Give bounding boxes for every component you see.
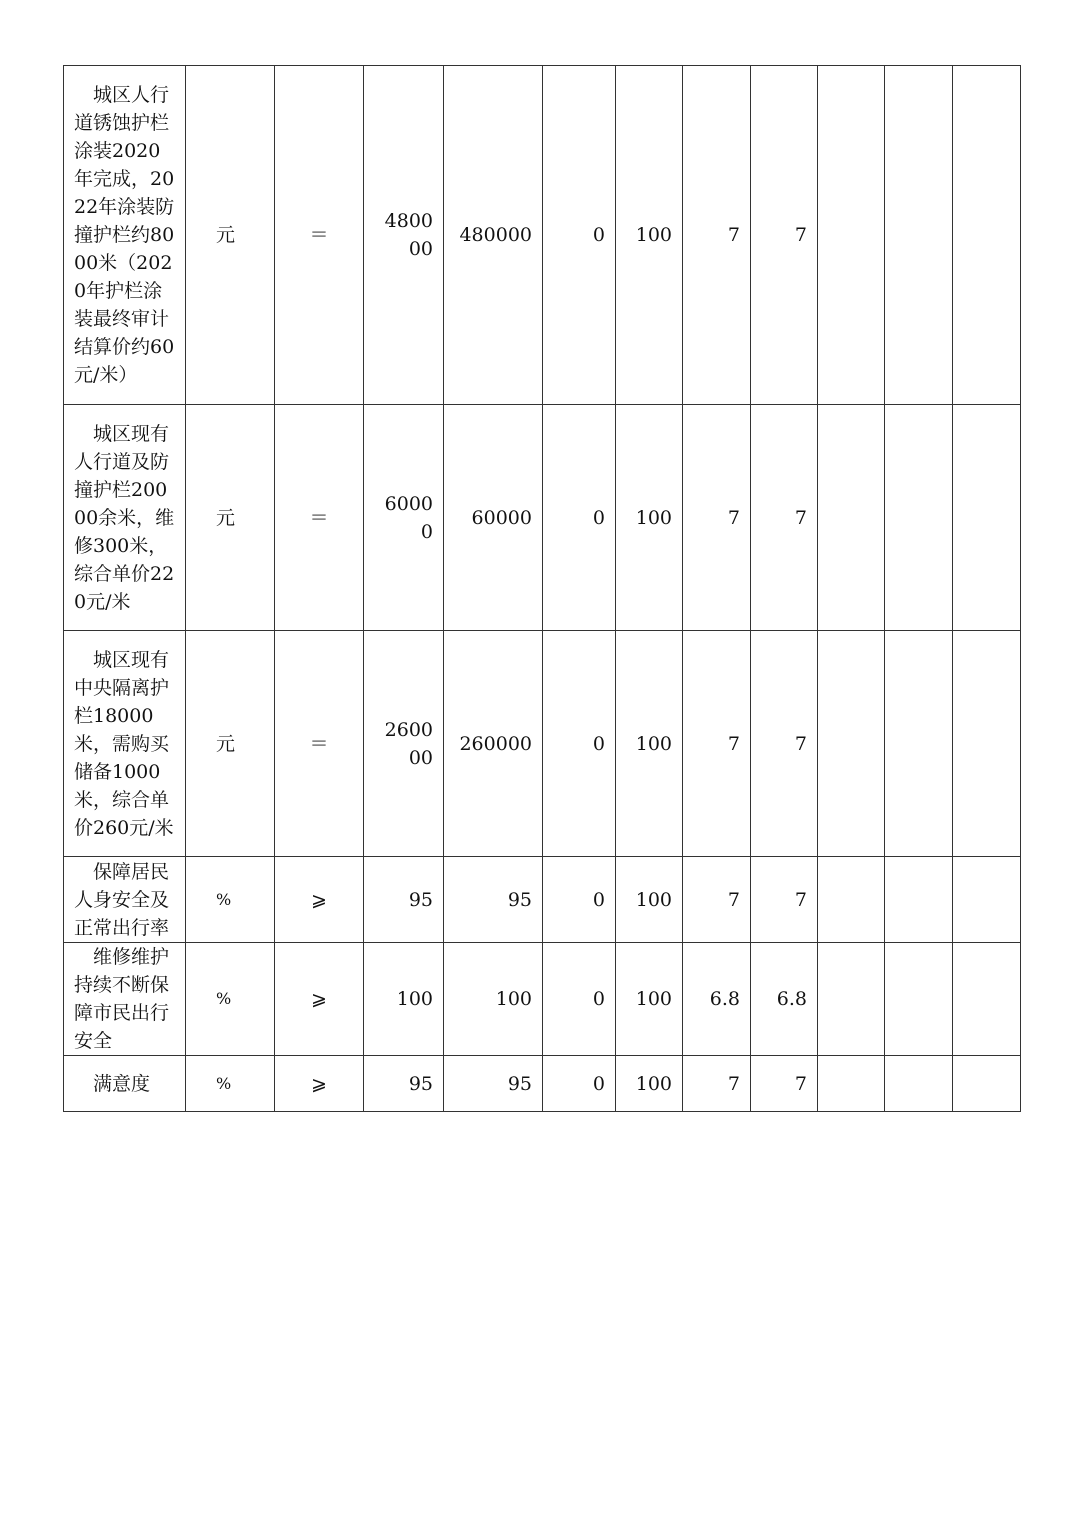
empty-cell bbox=[953, 943, 1021, 1056]
deviation-value: 0 bbox=[543, 66, 616, 405]
table-row bbox=[64, 1056, 1021, 1112]
empty-cell bbox=[885, 857, 953, 943]
completion-rate: 100 bbox=[616, 631, 683, 857]
target-value: 100 bbox=[364, 943, 444, 1056]
table-row bbox=[64, 66, 1021, 405]
weight-value: 7 bbox=[683, 857, 751, 943]
empty-cell bbox=[818, 943, 885, 1056]
empty-cell bbox=[953, 405, 1021, 631]
indicator-operator: ＝ bbox=[275, 66, 364, 405]
indicator-operator: ＝ bbox=[275, 631, 364, 857]
weight-value: 7 bbox=[683, 66, 751, 405]
indicator-description: 满意度 bbox=[64, 1056, 186, 1112]
indicator-description: 城区现有人行道及防撞护栏20000余米，维修300米，综合单价220元/米 bbox=[64, 405, 186, 631]
empty-cell bbox=[818, 1056, 885, 1112]
completion-rate: 100 bbox=[616, 405, 683, 631]
indicator-operator: ⩾ bbox=[275, 857, 364, 943]
actual-value: 480000 bbox=[444, 66, 543, 405]
actual-value: 260000 bbox=[444, 631, 543, 857]
target-value: 480000 bbox=[364, 66, 444, 405]
empty-cell bbox=[885, 405, 953, 631]
indicator-description: 城区现有中央隔离护栏18000米，需购买储备1000米，综合单价260元/米 bbox=[64, 631, 186, 857]
table-row bbox=[64, 943, 1021, 1056]
score-value: 7 bbox=[751, 1056, 818, 1112]
empty-cell bbox=[885, 631, 953, 857]
actual-value: 100 bbox=[444, 943, 543, 1056]
indicator-operator: ⩾ bbox=[275, 1056, 364, 1112]
indicator-unit: % bbox=[186, 857, 275, 943]
table-row bbox=[64, 857, 1021, 943]
score-value: 7 bbox=[751, 405, 818, 631]
weight-value: 6.8 bbox=[683, 943, 751, 1056]
completion-rate: 100 bbox=[616, 66, 683, 405]
empty-cell bbox=[885, 943, 953, 1056]
target-value: 95 bbox=[364, 857, 444, 943]
deviation-value: 0 bbox=[543, 943, 616, 1056]
actual-value: 95 bbox=[444, 857, 543, 943]
table-row bbox=[64, 631, 1021, 857]
indicator-unit: 元 bbox=[186, 66, 275, 405]
actual-value: 60000 bbox=[444, 405, 543, 631]
empty-cell bbox=[953, 857, 1021, 943]
weight-value: 7 bbox=[683, 405, 751, 631]
target-value: 260000 bbox=[364, 631, 444, 857]
score-value: 7 bbox=[751, 631, 818, 857]
indicator-unit: % bbox=[186, 943, 275, 1056]
indicator-operator: ＝ bbox=[275, 405, 364, 631]
table-row bbox=[64, 405, 1021, 631]
target-value: 95 bbox=[364, 1056, 444, 1112]
actual-value: 95 bbox=[444, 1056, 543, 1112]
indicator-description: 城区人行道锈蚀护栏涂装2020年完成，2022年涂装防撞护栏约8000米（2020年护栏涂装最终审计结算价约60元/米） bbox=[64, 66, 186, 405]
weight-value: 7 bbox=[683, 1056, 751, 1112]
score-value: 6.8 bbox=[751, 943, 818, 1056]
deviation-value: 0 bbox=[543, 857, 616, 943]
target-value: 60000 bbox=[364, 405, 444, 631]
score-value: 7 bbox=[751, 857, 818, 943]
indicator-operator: ⩾ bbox=[275, 943, 364, 1056]
indicator-unit: % bbox=[186, 1056, 275, 1112]
deviation-value: 0 bbox=[543, 405, 616, 631]
empty-cell bbox=[953, 1056, 1021, 1112]
deviation-value: 0 bbox=[543, 1056, 616, 1112]
indicator-description: 保障居民人身安全及正常出行率 bbox=[64, 857, 186, 943]
indicator-description: 维修维护持续不断保障市民出行安全 bbox=[64, 943, 186, 1056]
completion-rate: 100 bbox=[616, 1056, 683, 1112]
empty-cell bbox=[885, 1056, 953, 1112]
empty-cell bbox=[885, 66, 953, 405]
completion-rate: 100 bbox=[616, 857, 683, 943]
completion-rate: 100 bbox=[616, 943, 683, 1056]
indicator-unit: 元 bbox=[186, 631, 275, 857]
empty-cell bbox=[818, 66, 885, 405]
weight-value: 7 bbox=[683, 631, 751, 857]
deviation-value: 0 bbox=[543, 631, 616, 857]
indicator-unit: 元 bbox=[186, 405, 275, 631]
score-value: 7 bbox=[751, 66, 818, 405]
empty-cell bbox=[818, 857, 885, 943]
empty-cell bbox=[818, 631, 885, 857]
performance-indicator-table bbox=[63, 65, 1021, 1112]
empty-cell bbox=[818, 405, 885, 631]
empty-cell bbox=[953, 631, 1021, 857]
empty-cell bbox=[953, 66, 1021, 405]
